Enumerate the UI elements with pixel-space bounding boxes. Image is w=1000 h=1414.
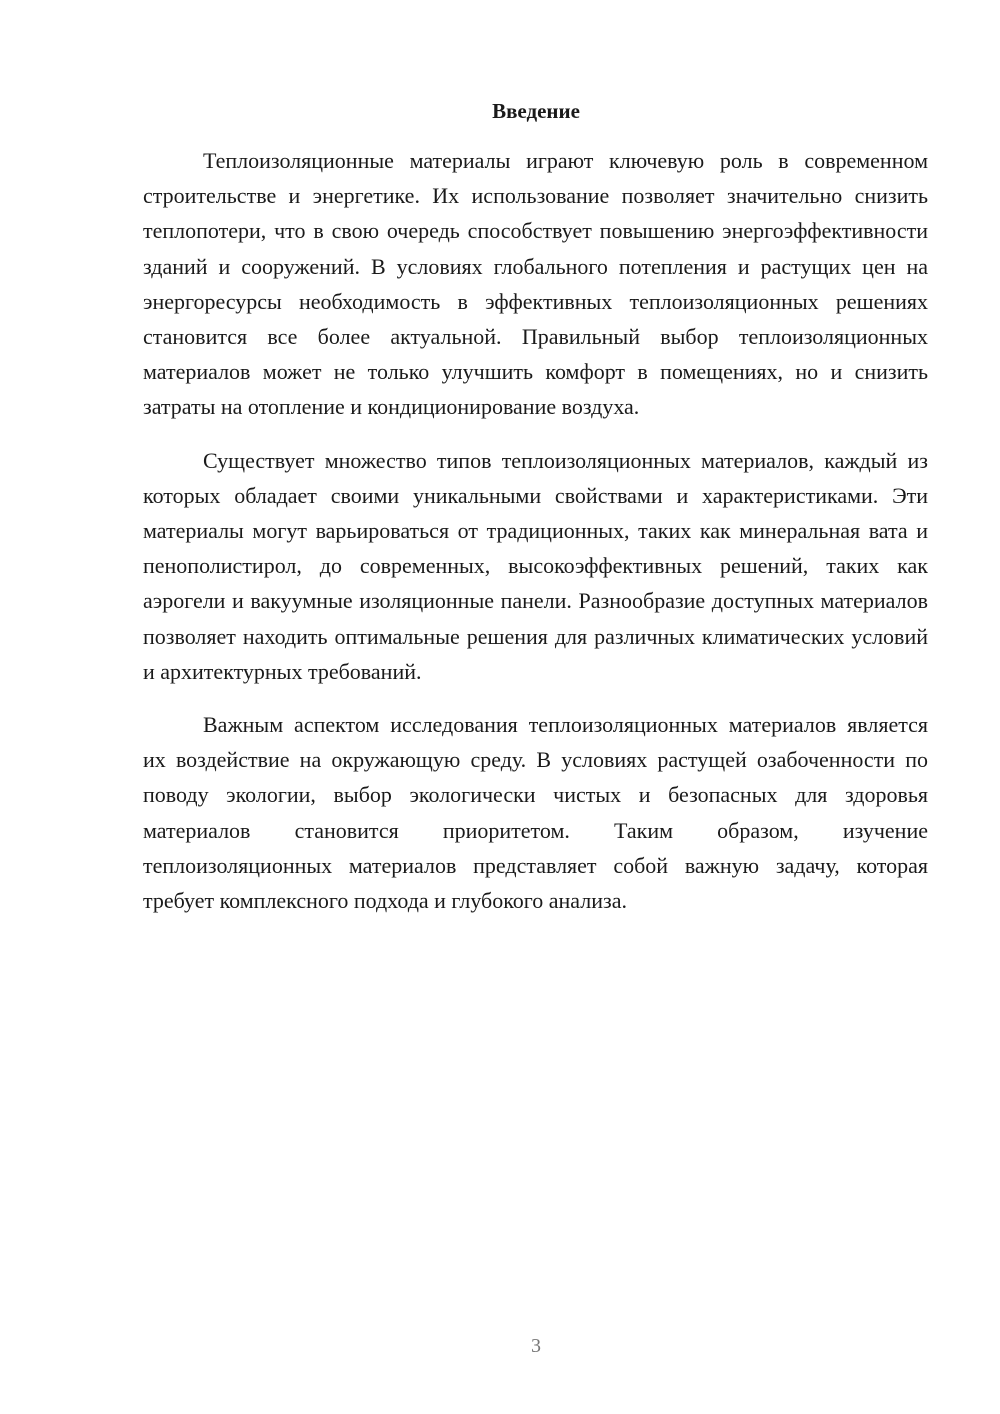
paragraph-1: Теплоизоляционные материалы играют ключевую роль в современном строительстве и энергетике. Их использование позволяет значительно снизить теплопотери, что в свою очередь способствует повышению энергоэффективности зданий и сооружений. В условиях глобального потепления и растущих цен на энергоресурсы необходимость в эффективных теплоизоляционных решениях становится все более актуальной. Правильный выбор теплоизоляционных материалов может не только улучшить комфорт в помещениях, но и снизить затраты на отопление и кондиционирование воздуха. (143, 148, 928, 420)
page-number: 3 (531, 1335, 541, 1357)
paragraph-3: Важным аспектом исследования теплоизоляционных материалов является их воздействие на окружающую среду. В условиях растущей озабоченности по поводу экологии, выбор экологически чистых и безопасных для здоровья материалов становится приоритетом. Таким образом, изучение теплоизоляционных материалов представляет собой важную задачу, которая требует комплексного подхода и глубокого анализа. (143, 712, 928, 914)
body-text (143, 143, 928, 936)
paragraph-2: Существует множество типов теплоизоляционных материалов, каждый из которых обладает своими уникальными свойствами и характеристиками. Эти материалы могут варьироваться от традиционных, таких как минеральная вата и пенополистирол, до современных, высокоэффективных решений, таких как аэрогели и вакуумные изоляционные панели. Разнообразие доступных материалов позволяет находить оптимальные решения для различных климатических условий и архитектурных требований. (143, 447, 928, 684)
section-heading: Введение (492, 99, 580, 123)
